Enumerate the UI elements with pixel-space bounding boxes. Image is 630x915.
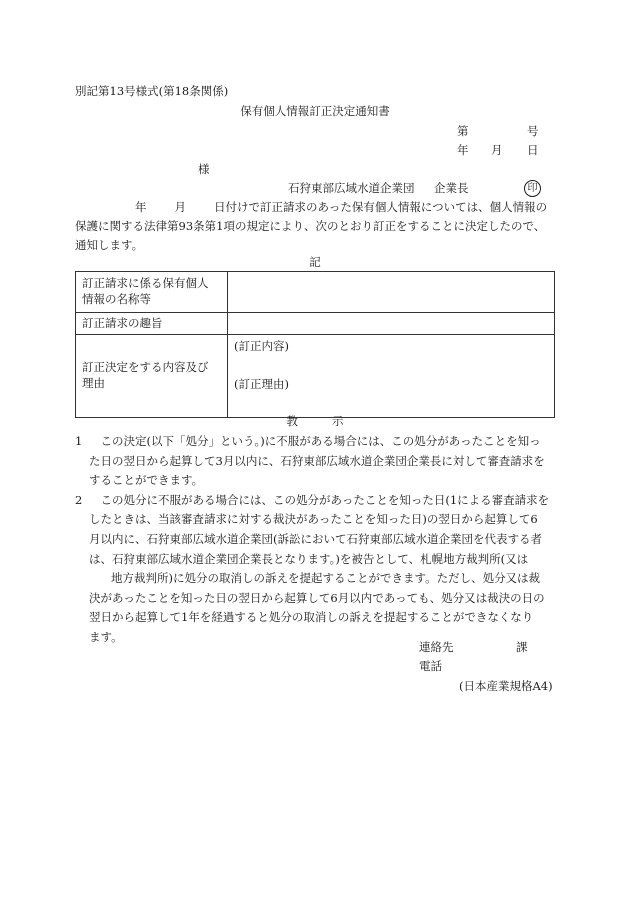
row1-label [76, 272, 228, 313]
telephone-label: 電話 [419, 659, 442, 673]
instruction-heading-a: 教 [286, 414, 298, 428]
item1-line-2: た日の翌日から起算して3月以内に、石狩東部広域水道企業団企業長に対して審査請求を [89, 453, 545, 468]
correction-reason-label: (訂正理由) [234, 377, 289, 391]
intro-line-2: 保護に関する法律第93条第1項の規定により、次のとおり訂正をすることに決定したので、 [75, 219, 546, 233]
table-row [76, 313, 555, 335]
row2-label: 訂正請求の趣旨 [76, 313, 228, 335]
item2-line-7: 翌日から起算して1年を経過すると処分の取消しの訴えを提起することができなくなり [89, 610, 534, 625]
item2-number: 2 [75, 492, 83, 507]
date-month-label: 月 [491, 143, 503, 157]
item1-text-1: この決定(以下「処分」という。)に不服がある場合には、この処分があったことを知っ [100, 434, 541, 448]
row3-value-cell[interactable] [228, 335, 555, 418]
intro-line-3: 通知します。 [75, 238, 144, 252]
item1-number: 1 [75, 434, 83, 448]
contact-section-label: 課 [516, 640, 528, 654]
item2-line-2: したときは、当該審査請求に対する裁決があったことを知った日)の翌日から起算して6 [89, 512, 538, 527]
row1-label-line-1: 訂正請求に係る保有個人 [82, 276, 209, 291]
row3-label-line-1: 訂正決定をする内容及び [82, 360, 209, 375]
correction-content-label: (訂正内容) [234, 339, 289, 353]
item2-line-8: ます。 [89, 629, 123, 644]
row3-label [76, 335, 228, 418]
table-row [76, 272, 555, 313]
item2-line-5: 地方裁判所)に処分の取消しの訴えを提起することができます。ただし、処分又は裁 [111, 571, 541, 586]
instruction-heading [0, 414, 630, 430]
intro-line-1-text: 日付けで訂正請求のあった保有個人情報については、個人情報の [214, 200, 548, 214]
instruction-heading-b: 示 [332, 414, 344, 428]
item1-line-3: することができます。 [89, 473, 204, 488]
document-number-suffix: 号 [527, 124, 539, 138]
issuer-name: 石狩東部広域水道企業団 [288, 181, 415, 195]
paper-size-note: (日本産業規格A4) [459, 679, 553, 693]
addressee-suffix: 様 [198, 162, 210, 176]
document-title: 保有個人情報訂正決定通知書 [240, 104, 390, 118]
contact-label: 連絡先 [419, 640, 454, 654]
item2-text-1: この処分に不服がある場合には、この処分があったことを知った日(1による審査請求を [100, 492, 550, 507]
document-number-prefix: 第 [457, 124, 469, 138]
detail-table [75, 271, 555, 418]
intro-paragraph [75, 198, 555, 255]
item2-line-4: は、石狩東部広域水道企業団企業長となります。)を被告として、札幌地方裁判所(又は [89, 551, 529, 566]
item2-line-1 [75, 491, 557, 511]
row3-label-line-2: 理由 [82, 376, 105, 390]
ki-heading: 記 [309, 255, 321, 269]
item2-line-6: 決があったことを知った日の翌日から起算して6月以内であっても、処分又は裁決の日の [89, 590, 545, 605]
intro-month: 月 [174, 200, 186, 214]
intro-year: 年 [135, 200, 147, 214]
intro-line-1 [75, 198, 555, 217]
date-day-label: 日 [527, 143, 539, 157]
date-year-label: 年 [457, 143, 469, 157]
item2-line-3: 月以内に、石狩東部広域水道企業団(訴訟において石狩東部広域水道企業団を代表する者 [89, 531, 542, 546]
issuer-title: 企業長 [434, 181, 469, 195]
instruction-notes [75, 432, 557, 648]
seal-icon: 印 [524, 180, 541, 197]
item1-line-1 [75, 432, 557, 452]
row1-label-line-2: 情報の名称等 [82, 292, 151, 306]
table-row [76, 335, 555, 418]
row1-value-cell[interactable] [228, 272, 555, 313]
row2-value-cell[interactable] [228, 313, 555, 335]
form-number: 別記第13号様式(第18条関係) [75, 84, 229, 98]
